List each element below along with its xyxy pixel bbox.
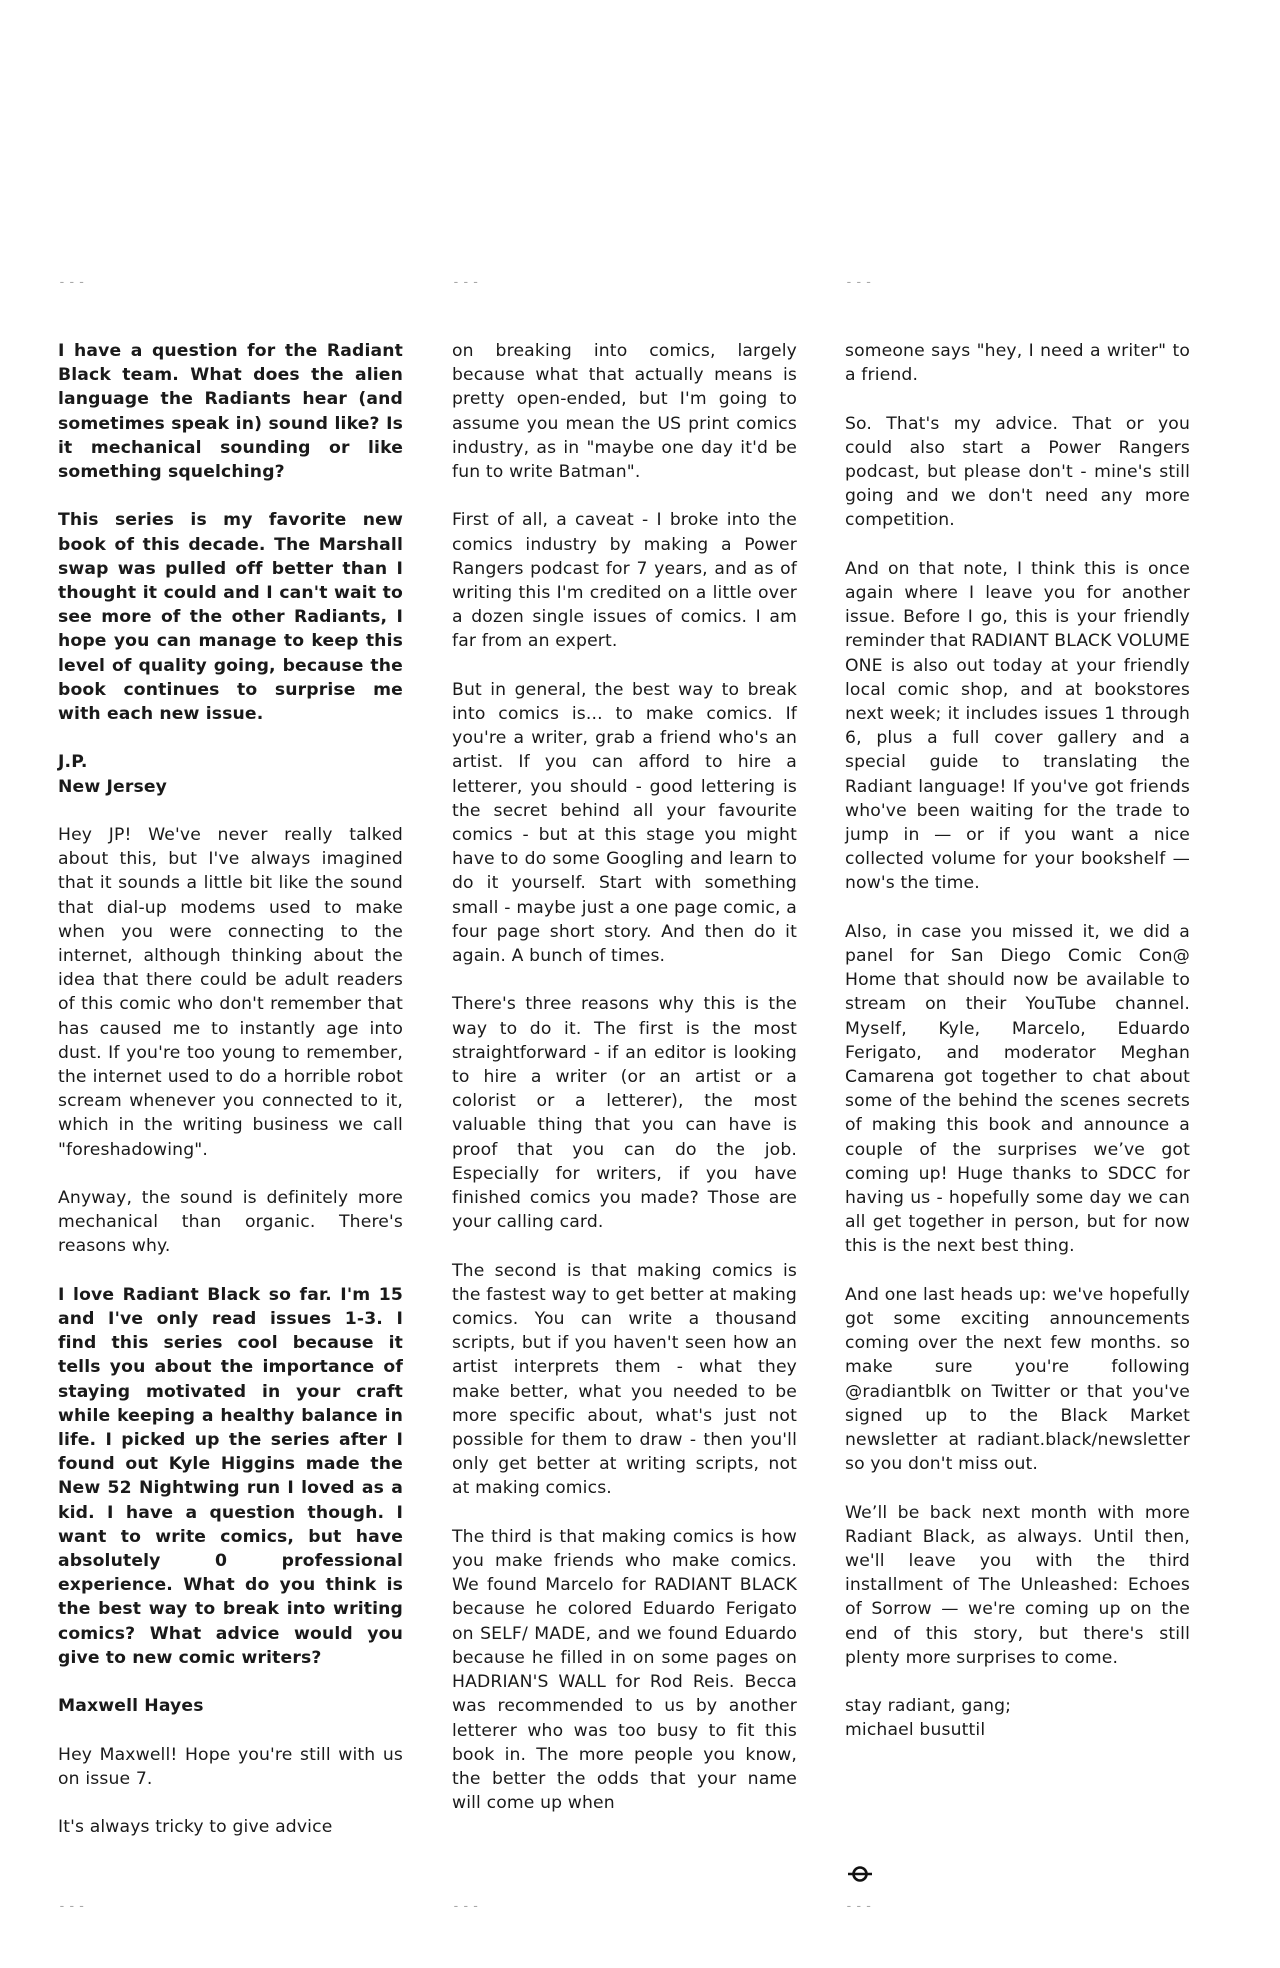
column-2	[452, 274, 797, 1815]
top-divider: ---	[845, 275, 875, 290]
letter-maxwell-signature: Maxwell Hayes	[58, 1696, 204, 1717]
letter-jp-question: I have a question for the Radiant Black team. What does the alien language the Radiants hear (and sometimes speak in) sound like? Is it mechanical sounding or like something squelching?	[58, 341, 403, 483]
reply-maxwell-caveat: First of all, a caveat - I broke into the comics industry by making a Power Rangers podcast for 7 years, and as of writing this I'm credited on a little over a dozen single issues of comics. I am far from an expert.	[452, 510, 797, 652]
reply-maxwell-reason-1: There's three reasons why this is the way to do it. The first is the most straightforward - if an editor is looking to hire a writer (or an artist or a colorist or a letterer), the most valuable thing that you can have is proof that you can do the job. Especially for writers, if you have finished comics you made? Those are your calling card.	[452, 994, 797, 1233]
newsletter-heads-up: And one last heads up: we've hopefully got some exciting announcements coming over the next few months. so make sure you're following @radiantblk on Twitter or that you've signed up to the Black Market newsletter at radiant.black/newsletter so you don't miss out.	[845, 1284, 1190, 1475]
letter-maxwell-question: I love Radiant Black so far. I'm 15 and I've only read issues 1-3. I find this series cool because it tells you about the importance of staying motivated in your craft while keeping a healthy balance in life. I picked up the series after I found out Kyle Higgins made the New 52 Nightwing run I loved as a kid. I have a question though. I want to write comics, but have absolutely 0 professional experience. What do you think is the best way to break into writing comics? What advice would you give to new comic writers?	[58, 1284, 403, 1668]
reply-maxwell-reason-3-cont: someone says "hey, I need a writer" to a friend.	[845, 341, 1190, 386]
bottom-divider: ---	[58, 1899, 88, 1914]
reply-jp-paragraph-1: Hey JP! We've never really talked about this, but I've always imagined that it sounds a little bit like the sound that dial-up modems used to make when you were connecting to the internet, although thinking about the idea that there could be adult readers of this comic who don't remember that has caused me to instantly age into dust. If you're too young to remember, the internet used to do a horrible robot scream whenever you connected to it, which in the writing business we call "foreshadowing".	[58, 825, 403, 1160]
column-1	[58, 274, 403, 1839]
top-divider: ---	[58, 275, 88, 290]
top-divider: ---	[452, 275, 482, 290]
radiant-logo-icon	[848, 1864, 872, 1884]
column-3-body	[845, 339, 1190, 1743]
bottom-divider: ---	[845, 1899, 875, 1914]
reply-maxwell-reason-3: The third is that making comics is how you make friends who make comics. We found Marcelo for RADIANT BLACK because he colored Eduardo Ferigato on SELF/ MADE, and we found Eduardo because he filled in on some pages on HADRIAN'S WALL for Rod Reis. Becca was recommended to us by another letterer who was too busy to fit this book in. The more people you know, the better the odds that your name will come up when	[452, 1526, 797, 1814]
signoff-line: stay radiant, gang;	[845, 1696, 1012, 1717]
letter-jp-praise: This series is my favorite new book of this decade. The Marshall swap was pulled off better than I thought it could and I can't wait to see more of the other Radiants, I hope you can manage to keep this level of quality going, because the book continues to surprise me with each new issue.	[58, 510, 403, 725]
sdcc-panel-note: Also, in case you missed it, we did a panel for San Diego Comic Con@ Home that should now be available to stream on their YouTube channel. Myself, Kyle, Marcelo, Eduardo Ferigato, and moderator Meghan Camarena got together to chat about some of the behind the scenes secrets of making this book and announce a couple of the surprises we’ve got coming up! Huge thanks to SDCC for having us - hopefully some day we can all get together in person, but for now this is the next best thing.	[845, 921, 1190, 1257]
reply-maxwell-paragraph-2-cont: on breaking into comics, largely because what that actually means is pretty open-ended, but I'm going to assume you mean the US print comics industry, as in "maybe one day it'd be fun to write Batman".	[452, 341, 797, 483]
reply-maxwell-reason-2: The second is that making comics is the fastest way to get better at making comics. You can write a thousand scripts, but if you haven't seen how an artist interprets them - what they make better, what you needed to be more specific about, what's just not possible for them to draw - then you'll only get better at writing scripts, not at making comics.	[452, 1260, 797, 1499]
reply-maxwell-advice-summary: So. That's my advice. That or you could also start a Power Rangers podcast, but please don't - mine's still going and we don't need any more competition.	[845, 413, 1190, 531]
bottom-divider: ---	[452, 1899, 482, 1914]
signoff-author: michael busuttil	[845, 1720, 986, 1741]
reply-maxwell-paragraph-2: It's always tricky to give advice	[58, 1817, 333, 1838]
column-3	[845, 274, 1190, 1743]
column-1-body	[58, 339, 403, 1839]
reply-maxwell-paragraph-1: Hey Maxwell! Hope you're still with us on issue 7.	[58, 1744, 403, 1789]
letter-jp-signature-location: New Jersey	[58, 776, 168, 797]
column-2-body	[452, 339, 797, 1815]
volume-one-announcement: And on that note, I think this is once again where I leave you for another issue. Before I go, this is your friendly reminder that RADIANT BLACK VOLUME ONE is also out today at your friendly local comic shop, and at bookstores next week; it includes issues 1 through 6, plus a full cover gallery and a special guide to translating the Radiant language! If you've got friends who've been waiting for the trade to jump in — or if you want a nice collected volume for your bookshelf — now's the time.	[845, 558, 1190, 894]
reply-maxwell-make-comics: But in general, the best way to break into comics is... to make comics. If you're a writer, grab a friend who's an artist. If you can afford to hire a letterer, you should - good lettering is the secret behind all your favourite comics - but at this stage you might have to do some Googling and learn to do it yourself. Start with something small - maybe just a one page comic, a four page short story. And then do it again. A bunch of times.	[452, 679, 797, 967]
letter-jp-signature-name: J.P.	[58, 752, 88, 773]
next-month-note: We’ll be back next month with more Radiant Black, as always. Until then, we'll leave you with the third installment of The Unleashed: Echoes of Sorrow — we're coming up on the end of this story, but there's still plenty more surprises to come.	[845, 1502, 1190, 1668]
reply-jp-paragraph-2: Anyway, the sound is definitely more mechanical than organic. There's reasons why.	[58, 1188, 403, 1257]
